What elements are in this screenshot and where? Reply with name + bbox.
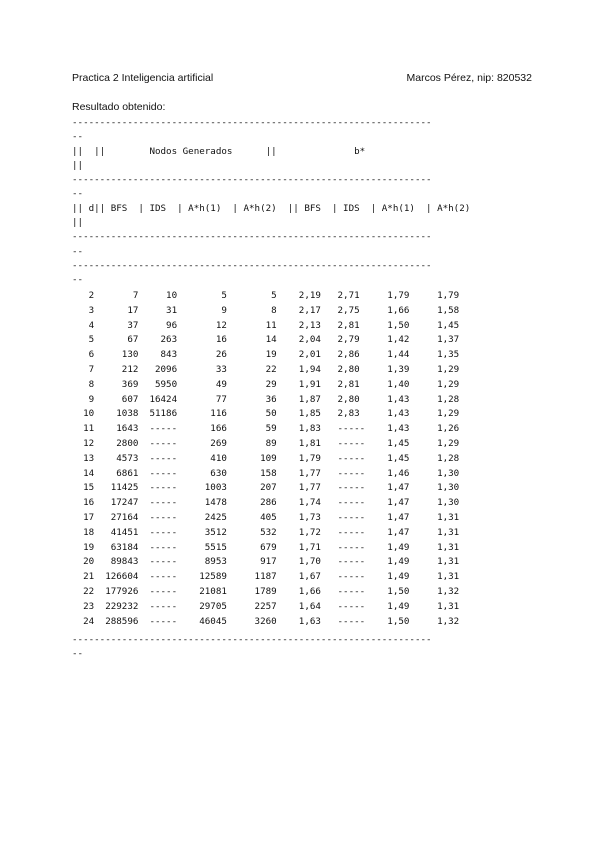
table-header-block: ----------------------------------------------------------------- -- || || Nodos Generados || b* || ----------------------------------------------------------------- -- || d|| BFS | IDS | A*h(1) | A*h(2) || BFS | IDS | A*h(1) | A*h(2) || ----------------------------------------------------------------- -- ----------------------------------------------------------------- --	[72, 117, 471, 286]
table-footer-separator: ----------------------------------------------------------------- --	[72, 634, 432, 660]
document-title: Practica 2 Inteligencia artificial	[72, 72, 214, 84]
table-rows-block: 2 7 10 5 5 2,19 2,71 1,79 1,79 3 17 31 9 8 2,17 2,75 1,66 1,58 4 37 96 12 11 2,13 2,81 1,50 1,45 5 67 263 16 14 2,04 2,79 1,42 1,37 6 130 843 26 19 2,01 2,86 1,44 1,35 7 212 2096 33 22 1,94 2,80 1,39 1,29 8 369 5950 49 29 1,91 2,81 1,40 1,29 9 607 16424 77 36 1,87 2,80 1,43 1,28 10 1038 51186 116 50 1,85 2,83 1,43 1,29 11 1643 ----- 166 59 1,83 ----- 1,43 1,26 12 2800 ----- 269 89 1,81 ----- 1,45 1,29 13 4573 ----- 410 109 1,79 ----- 1,45 1,28 14 6861 ----- 630 158 1,77 ----- 1,46 1,30 15 11425 ----- 1003 207 1,77 ----- 1,47 1,30 16 17247 ----- 1478 286 1,74 ----- 1,47 1,30 17 27164 ----- 2425 405 1,73 ----- 1,47 1,31 18 41451 ----- 3512 532 1,72 ----- 1,47 1,31 19 63184 ----- 5515 679 1,71 ----- 1,49 1,31 20 89843 ----- 8953 917 1,70 ----- 1,49 1,31 21 126604 ----- 12589 1187 1,67 ----- 1,49 1,31 22 177926 ----- 21081 1789 1,66 ----- 1,50 1,32 23 229232 ----- 29705 2257 1,64 ----- 1,49 1,31 24 288596 ----- 46045 3260 1,63 ----- 1,50 1,32	[83, 290, 460, 627]
result-heading: Resultado obtenido:	[72, 101, 166, 113]
author-info: Marcos Pérez, nip: 820532	[406, 72, 532, 84]
